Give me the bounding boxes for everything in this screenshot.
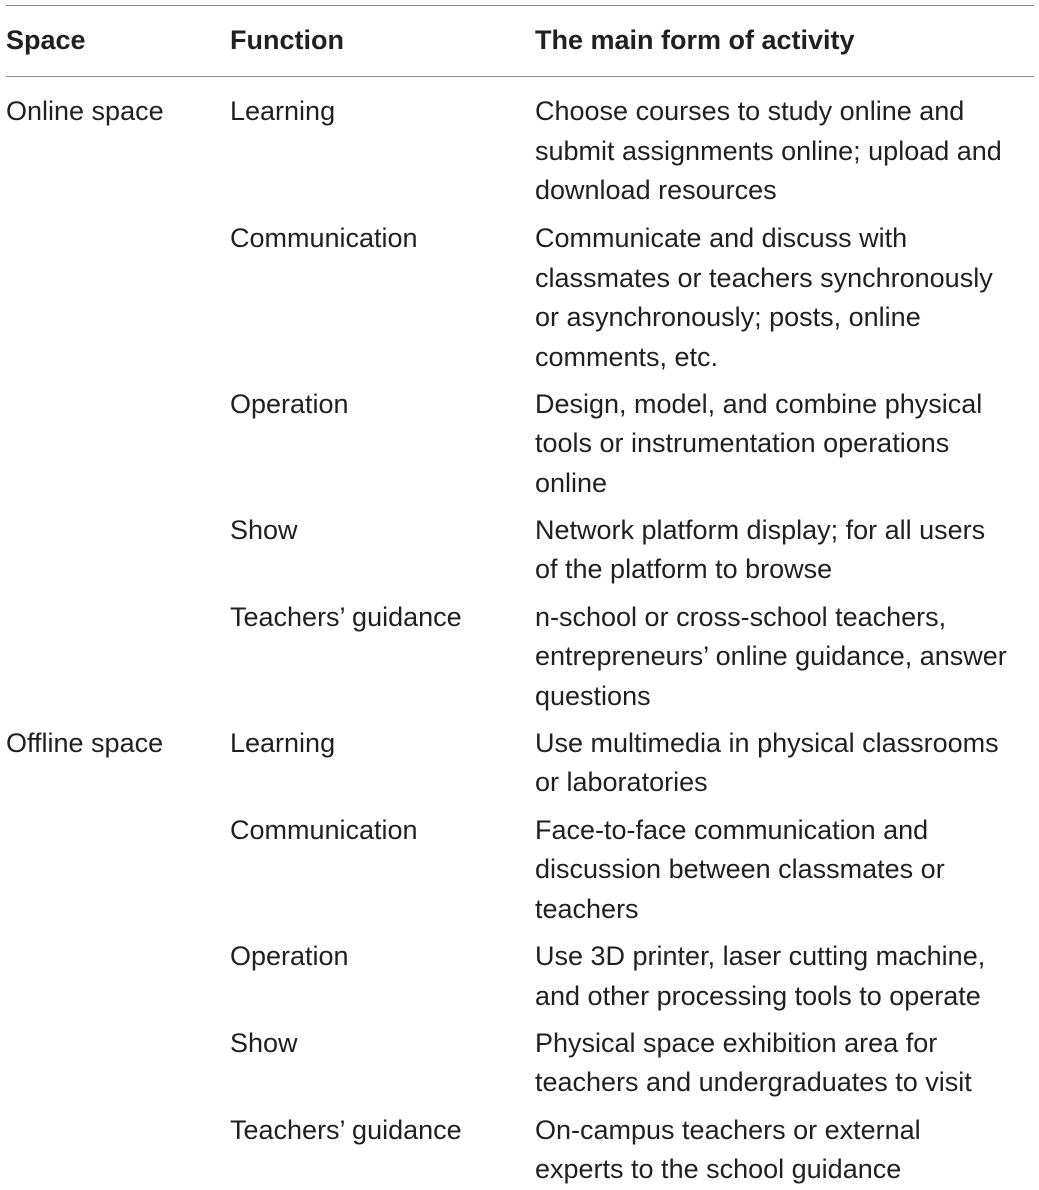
- function-cell: Communication: [230, 223, 418, 253]
- header-function: Function: [230, 25, 344, 55]
- activity-line: tools or instrumentation operations: [535, 428, 950, 458]
- function-cell: Communication: [230, 815, 418, 845]
- activity-line: classmates or teachers synchronously: [535, 263, 993, 293]
- function-cell: Show: [230, 515, 298, 545]
- activity-line: download resources: [535, 175, 777, 205]
- activity-line: online: [535, 468, 608, 498]
- function-cell: Show: [230, 1028, 298, 1058]
- activity-line: Face-to-face communication and: [535, 815, 929, 845]
- function-cell: Learning: [230, 96, 336, 126]
- activity-line: of the platform to browse: [535, 554, 833, 584]
- activity-line: or asynchronously; posts, online: [535, 302, 921, 332]
- activity-line: entrepreneurs’ online guidance, answer: [535, 641, 1007, 671]
- header-rule: [6, 76, 1034, 77]
- activity-line: experts to the school guidance: [535, 1154, 902, 1184]
- activity-line: or laboratories: [535, 767, 708, 797]
- activity-line: Network platform display; for all users: [535, 515, 986, 545]
- header-space: Space: [6, 25, 86, 55]
- activity-line: submit assignments online; upload and: [535, 136, 1002, 166]
- activity-line: teachers: [535, 894, 639, 924]
- table-top-rule: [6, 5, 1034, 6]
- function-cell: Operation: [230, 389, 349, 419]
- activity-line: Choose courses to study online and: [535, 96, 965, 126]
- space-cell-offline: Offline space: [6, 728, 164, 758]
- space-cell-online: Online space: [6, 96, 164, 126]
- activity-line: Design, model, and combine physical: [535, 389, 983, 419]
- activity-line: and other processing tools to operate: [535, 981, 981, 1011]
- header-activity: The main form of activity: [535, 25, 855, 55]
- activity-line: comments, etc.: [535, 342, 719, 372]
- activity-line: Use 3D printer, laser cutting machine,: [535, 941, 986, 971]
- function-cell: Teachers’ guidance: [230, 1115, 462, 1145]
- activity-line: Physical space exhibition area for: [535, 1028, 938, 1058]
- activity-line: Communicate and discuss with: [535, 223, 908, 253]
- activity-line: questions: [535, 681, 651, 711]
- activity-line: discussion between classmates or: [535, 854, 945, 884]
- activity-line: Use multimedia in physical classrooms: [535, 728, 999, 758]
- activity-line: teachers and undergraduates to visit: [535, 1067, 972, 1097]
- activity-line: On-campus teachers or external: [535, 1115, 921, 1145]
- function-cell: Operation: [230, 941, 349, 971]
- function-cell: Learning: [230, 728, 336, 758]
- function-cell: Teachers’ guidance: [230, 602, 462, 632]
- activity-line: n-school or cross-school teachers,: [535, 602, 947, 632]
